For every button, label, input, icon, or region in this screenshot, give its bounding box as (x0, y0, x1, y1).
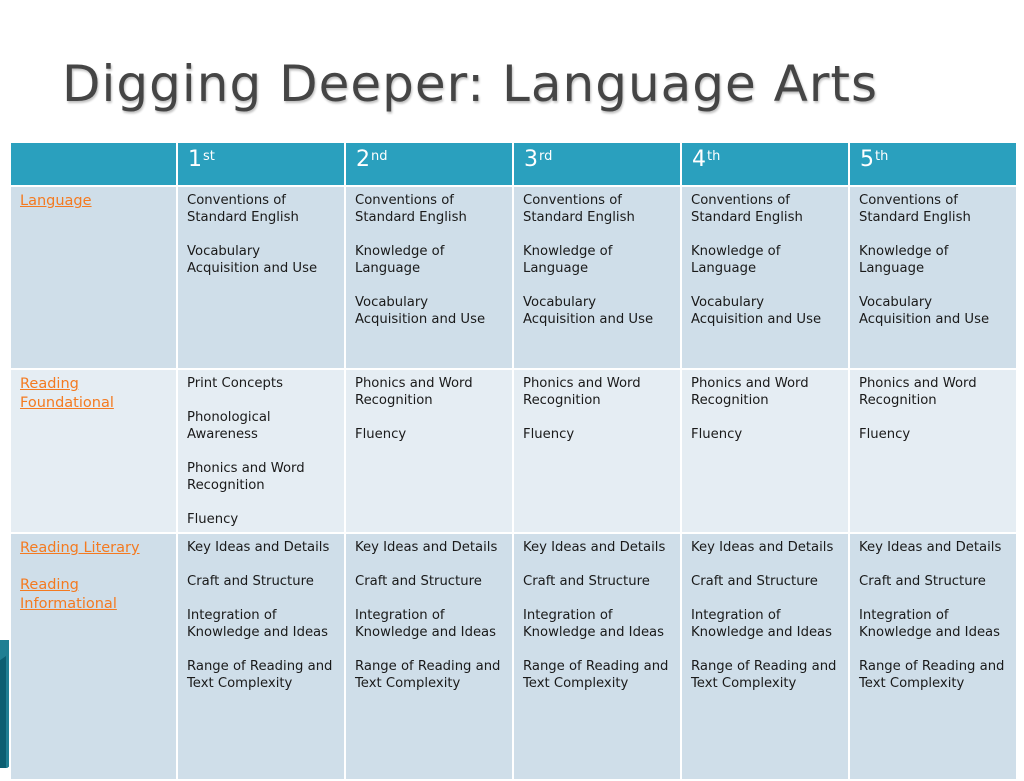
standard-item: Integration of Knowledge and Ideas (523, 608, 665, 640)
standard-item: Key Ideas and Details (859, 540, 1002, 555)
spacer (523, 556, 672, 573)
standard-item: Knowledge of Language (691, 244, 781, 276)
standard-item: Fluency (859, 427, 911, 442)
spacer (691, 590, 840, 607)
standard-item: Phonological Awareness (187, 410, 271, 442)
standard-cell (345, 186, 513, 369)
standard-item: Phonics and Word Recognition (691, 376, 809, 408)
spacer (859, 641, 1008, 658)
spacer (859, 226, 1008, 243)
standard-cell (849, 186, 1017, 369)
slide-title: Digging Deeper: Language Arts (62, 55, 879, 113)
standard-item: Fluency (523, 427, 575, 442)
standard-item: Integration of Knowledge and Ideas (859, 608, 1001, 640)
standard-item: Phonics and Word Recognition (187, 461, 305, 493)
standard-item: Key Ideas and Details (355, 540, 498, 555)
standard-cell (345, 533, 513, 780)
grade-number: 4 (692, 147, 706, 172)
standard-item: Key Ideas and Details (691, 540, 834, 555)
spacer (859, 590, 1008, 607)
grade-number: 2 (356, 147, 370, 172)
standard-cell (513, 369, 681, 533)
category-link[interactable]: Reading Foundational (20, 376, 114, 411)
standard-item: Fluency (691, 427, 743, 442)
spacer (691, 226, 840, 243)
standard-item: Knowledge of Language (523, 244, 613, 276)
spacer (691, 277, 840, 294)
spacer (691, 641, 840, 658)
grade-header (849, 142, 1017, 186)
spacer (187, 641, 336, 658)
standard-cell (681, 186, 849, 369)
header-corner-cell (10, 142, 177, 186)
standard-item: Craft and Structure (523, 574, 650, 589)
standard-cell (513, 533, 681, 780)
category-cell (10, 186, 177, 369)
standard-item: Conventions of Standard English (859, 193, 971, 225)
standard-cell (849, 533, 1017, 780)
standard-item: Range of Reading and Text Complexity (187, 659, 333, 691)
spacer (859, 277, 1008, 294)
standard-cell (345, 369, 513, 533)
standard-item: Craft and Structure (859, 574, 986, 589)
standard-item: Phonics and Word Recognition (859, 376, 977, 408)
spacer (187, 443, 336, 460)
standard-item: Integration of Knowledge and Ideas (355, 608, 497, 640)
standard-item: Craft and Structure (355, 574, 482, 589)
standard-item: Vocabulary Acquisition and Use (187, 244, 318, 276)
standard-cell (849, 369, 1017, 533)
standard-item: Knowledge of Language (859, 244, 949, 276)
standard-item: Key Ideas and Details (523, 540, 666, 555)
category-link[interactable]: Reading Literary (20, 540, 140, 556)
category-cell (10, 369, 177, 533)
spacer (187, 226, 336, 243)
standard-item: Craft and Structure (187, 574, 314, 589)
standard-item: Print Concepts (187, 376, 283, 391)
grade-number: 1 (188, 147, 202, 172)
standard-item: Vocabulary Acquisition and Use (355, 295, 486, 327)
table-row (10, 369, 1017, 533)
standard-item: Range of Reading and Text Complexity (691, 659, 837, 691)
table-row (10, 186, 1017, 369)
header-row (10, 142, 1017, 186)
spacer (691, 409, 840, 426)
standard-cell (177, 533, 345, 780)
spacer (355, 641, 504, 658)
spacer (355, 277, 504, 294)
grade-suffix: th (875, 149, 889, 164)
grade-suffix: nd (371, 149, 388, 164)
standard-item: Fluency (355, 427, 407, 442)
standard-item: Conventions of Standard English (523, 193, 635, 225)
standard-item: Conventions of Standard English (187, 193, 299, 225)
standard-item: Integration of Knowledge and Ideas (187, 608, 329, 640)
category-link[interactable]: Language (20, 193, 92, 209)
standard-item: Craft and Structure (691, 574, 818, 589)
spacer (691, 556, 840, 573)
spacer (355, 226, 504, 243)
grade-header (681, 142, 849, 186)
spacer (187, 556, 336, 573)
spacer (859, 556, 1008, 573)
standard-item: Range of Reading and Text Complexity (523, 659, 669, 691)
spacer (187, 392, 336, 409)
grade-number: 3 (524, 147, 538, 172)
table-row (10, 533, 1017, 780)
spacer (355, 556, 504, 573)
standard-cell (681, 369, 849, 533)
grade-suffix: th (707, 149, 721, 164)
standards-table (9, 141, 1018, 781)
grade-header (513, 142, 681, 186)
standard-cell (681, 533, 849, 780)
standard-item: Knowledge of Language (355, 244, 445, 276)
spacer (523, 641, 672, 658)
standard-item: Vocabulary Acquisition and Use (859, 295, 990, 327)
standard-item: Conventions of Standard English (691, 193, 803, 225)
grade-suffix: rd (539, 149, 553, 164)
standard-cell (177, 369, 345, 533)
spacer (20, 558, 168, 576)
standard-item: Conventions of Standard English (355, 193, 467, 225)
spacer (355, 409, 504, 426)
spacer (859, 409, 1008, 426)
standard-cell (177, 186, 345, 369)
grade-suffix: st (203, 149, 215, 164)
standard-item: Range of Reading and Text Complexity (355, 659, 501, 691)
standard-item: Phonics and Word Recognition (355, 376, 473, 408)
category-cell (10, 533, 177, 780)
standard-item: Phonics and Word Recognition (523, 376, 641, 408)
category-link[interactable]: Reading Informational (20, 577, 117, 612)
standard-item: Fluency (187, 512, 239, 527)
spacer (523, 226, 672, 243)
standard-item: Vocabulary Acquisition and Use (523, 295, 654, 327)
grade-number: 5 (860, 147, 874, 172)
standard-item: Key Ideas and Details (187, 540, 330, 555)
spacer (523, 277, 672, 294)
spacer (523, 409, 672, 426)
standard-item: Integration of Knowledge and Ideas (691, 608, 833, 640)
spacer (355, 590, 504, 607)
grade-header (345, 142, 513, 186)
standard-item: Vocabulary Acquisition and Use (691, 295, 822, 327)
spacer (187, 590, 336, 607)
spacer (187, 494, 336, 511)
spacer (523, 590, 672, 607)
grade-header (177, 142, 345, 186)
standard-item: Range of Reading and Text Complexity (859, 659, 1005, 691)
standard-cell (513, 186, 681, 369)
